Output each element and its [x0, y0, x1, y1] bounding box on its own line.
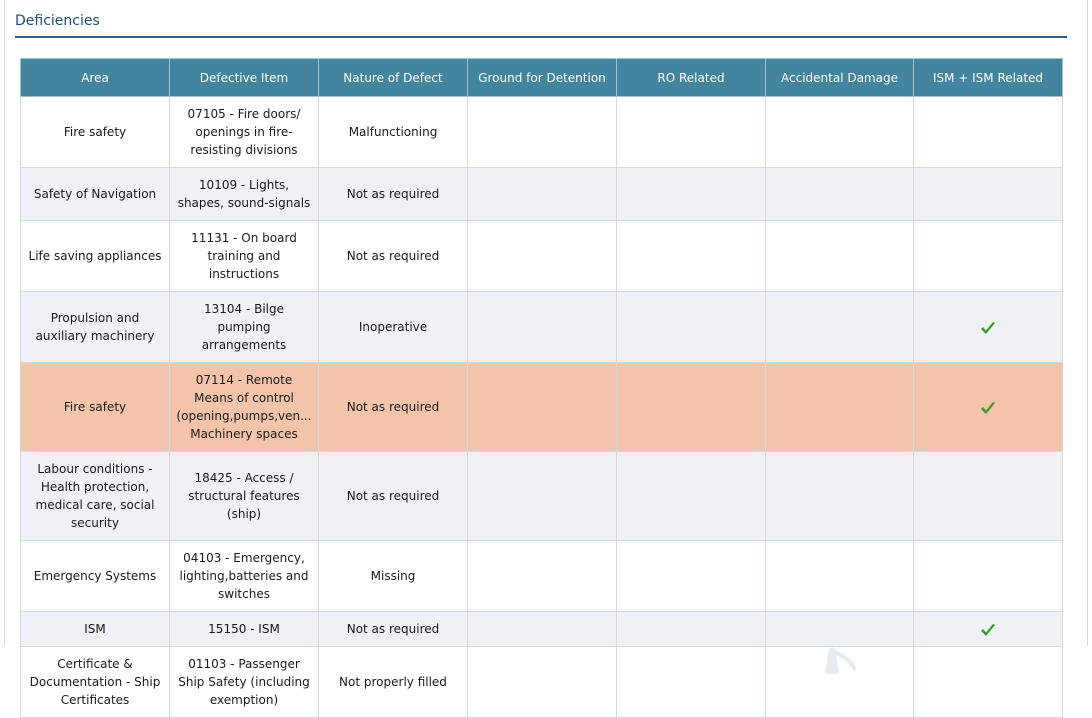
cell-area: Safety of Navigation: [21, 168, 170, 221]
table-row[interactable]: [21, 452, 1063, 541]
cell-area: Fire safety: [21, 363, 170, 452]
table-row[interactable]: [21, 97, 1063, 168]
column-header-ism-related[interactable]: ISM + ISM Related: [914, 59, 1063, 97]
column-header-area[interactable]: Area: [21, 59, 170, 97]
column-header-ground-for-detention[interactable]: Ground for Detention: [468, 59, 617, 97]
deficiencies-table: [20, 58, 1063, 718]
cell-ism-related: [914, 452, 1063, 541]
cell-defective-item: 15150 - ISM: [170, 612, 319, 647]
title-divider: [15, 36, 1067, 38]
cell-nature-of-defect: Missing: [319, 541, 468, 612]
cell-ground-for-detention: [468, 647, 617, 718]
cell-ground-for-detention: [468, 292, 617, 363]
cell-area: Emergency Systems: [21, 541, 170, 612]
cell-ro-related: [617, 97, 766, 168]
cell-ism-related: [914, 612, 1063, 647]
cell-ro-related: [617, 221, 766, 292]
cell-ro-related: [617, 168, 766, 221]
cell-defective-item: 18425 - Access / structural features (ship): [170, 452, 319, 541]
cell-area: Labour conditions - Health protection, medical care, social security: [21, 452, 170, 541]
cell-accidental-damage: [766, 292, 914, 363]
cell-nature-of-defect: Malfunctioning: [319, 97, 468, 168]
cell-accidental-damage: [766, 541, 914, 612]
cell-ground-for-detention: [468, 97, 617, 168]
deficiencies-panel: [4, 0, 1088, 707]
check-icon: [980, 401, 996, 415]
cell-ism-related: [914, 97, 1063, 168]
cell-defective-item: 11131 - On board training and instructions: [170, 221, 319, 292]
cell-ground-for-detention: [468, 541, 617, 612]
cell-nature-of-defect: Not as required: [319, 363, 468, 452]
logo-watermark-icon: [805, 644, 865, 674]
cell-defective-item: 01103 - Passenger Ship Safety (including exemption): [170, 647, 319, 718]
cell-ism-related: [914, 292, 1063, 363]
column-header-ro-related[interactable]: RO Related: [617, 59, 766, 97]
cell-nature-of-defect: Not as required: [319, 168, 468, 221]
table-row[interactable]: [21, 221, 1063, 292]
cell-nature-of-defect: Not as required: [319, 221, 468, 292]
cell-nature-of-defect: Not as required: [319, 452, 468, 541]
cell-area: Life saving appliances: [21, 221, 170, 292]
table-header-row: [21, 59, 1063, 97]
cell-accidental-damage: [766, 221, 914, 292]
cell-defective-item: 07105 - Fire doors/ openings in fire-resisting divisions: [170, 97, 319, 168]
check-icon: [980, 623, 996, 637]
section-title: Deficiencies: [15, 13, 100, 29]
cell-accidental-damage: [766, 452, 914, 541]
cell-ism-related: [914, 221, 1063, 292]
cell-ground-for-detention: [468, 452, 617, 541]
column-header-accidental-damage[interactable]: Accidental Damage: [766, 59, 914, 97]
cell-area: Certificate & Documentation - Ship Certificates: [21, 647, 170, 718]
cell-area: Propulsion and auxiliary machinery: [21, 292, 170, 363]
cell-ism-related: [914, 363, 1063, 452]
cell-ism-related: [914, 168, 1063, 221]
cell-defective-item: 13104 - Bilge pumping arrangements: [170, 292, 319, 363]
table-row[interactable]: [21, 647, 1063, 718]
cell-ro-related: [617, 647, 766, 718]
cell-ism-related: [914, 647, 1063, 718]
cell-ground-for-detention: [468, 363, 617, 452]
cell-ro-related: [617, 452, 766, 541]
cell-defective-item: 07114 - Remote Means of control (opening,pumps,ven... Machinery spaces: [170, 363, 319, 452]
cell-ground-for-detention: [468, 221, 617, 292]
cell-nature-of-defect: Inoperative: [319, 292, 468, 363]
cell-ground-for-detention: [468, 612, 617, 647]
cell-ism-related: [914, 541, 1063, 612]
column-header-defective-item[interactable]: Defective Item: [170, 59, 319, 97]
cell-ro-related: [617, 541, 766, 612]
cell-nature-of-defect: Not properly filled: [319, 647, 468, 718]
table-row[interactable]: [21, 541, 1063, 612]
cell-ground-for-detention: [468, 168, 617, 221]
cell-accidental-damage: [766, 168, 914, 221]
check-icon: [980, 321, 996, 335]
cell-accidental-damage: [766, 97, 914, 168]
cell-ro-related: [617, 363, 766, 452]
table-row[interactable]: [21, 363, 1063, 452]
table-row[interactable]: [21, 612, 1063, 647]
cell-area: Fire safety: [21, 97, 170, 168]
cell-accidental-damage: [766, 612, 914, 647]
cell-nature-of-defect: Not as required: [319, 612, 468, 647]
cell-defective-item: 10109 - Lights, shapes, sound-signals: [170, 168, 319, 221]
cell-defective-item: 04103 - Emergency, lighting,batteries and switches: [170, 541, 319, 612]
cell-ro-related: [617, 292, 766, 363]
cell-accidental-damage: [766, 363, 914, 452]
table-row[interactable]: [21, 292, 1063, 363]
cell-ro-related: [617, 612, 766, 647]
table-row[interactable]: [21, 168, 1063, 221]
column-header-nature-of-defect[interactable]: Nature of Defect: [319, 59, 468, 97]
cell-area: ISM: [21, 612, 170, 647]
